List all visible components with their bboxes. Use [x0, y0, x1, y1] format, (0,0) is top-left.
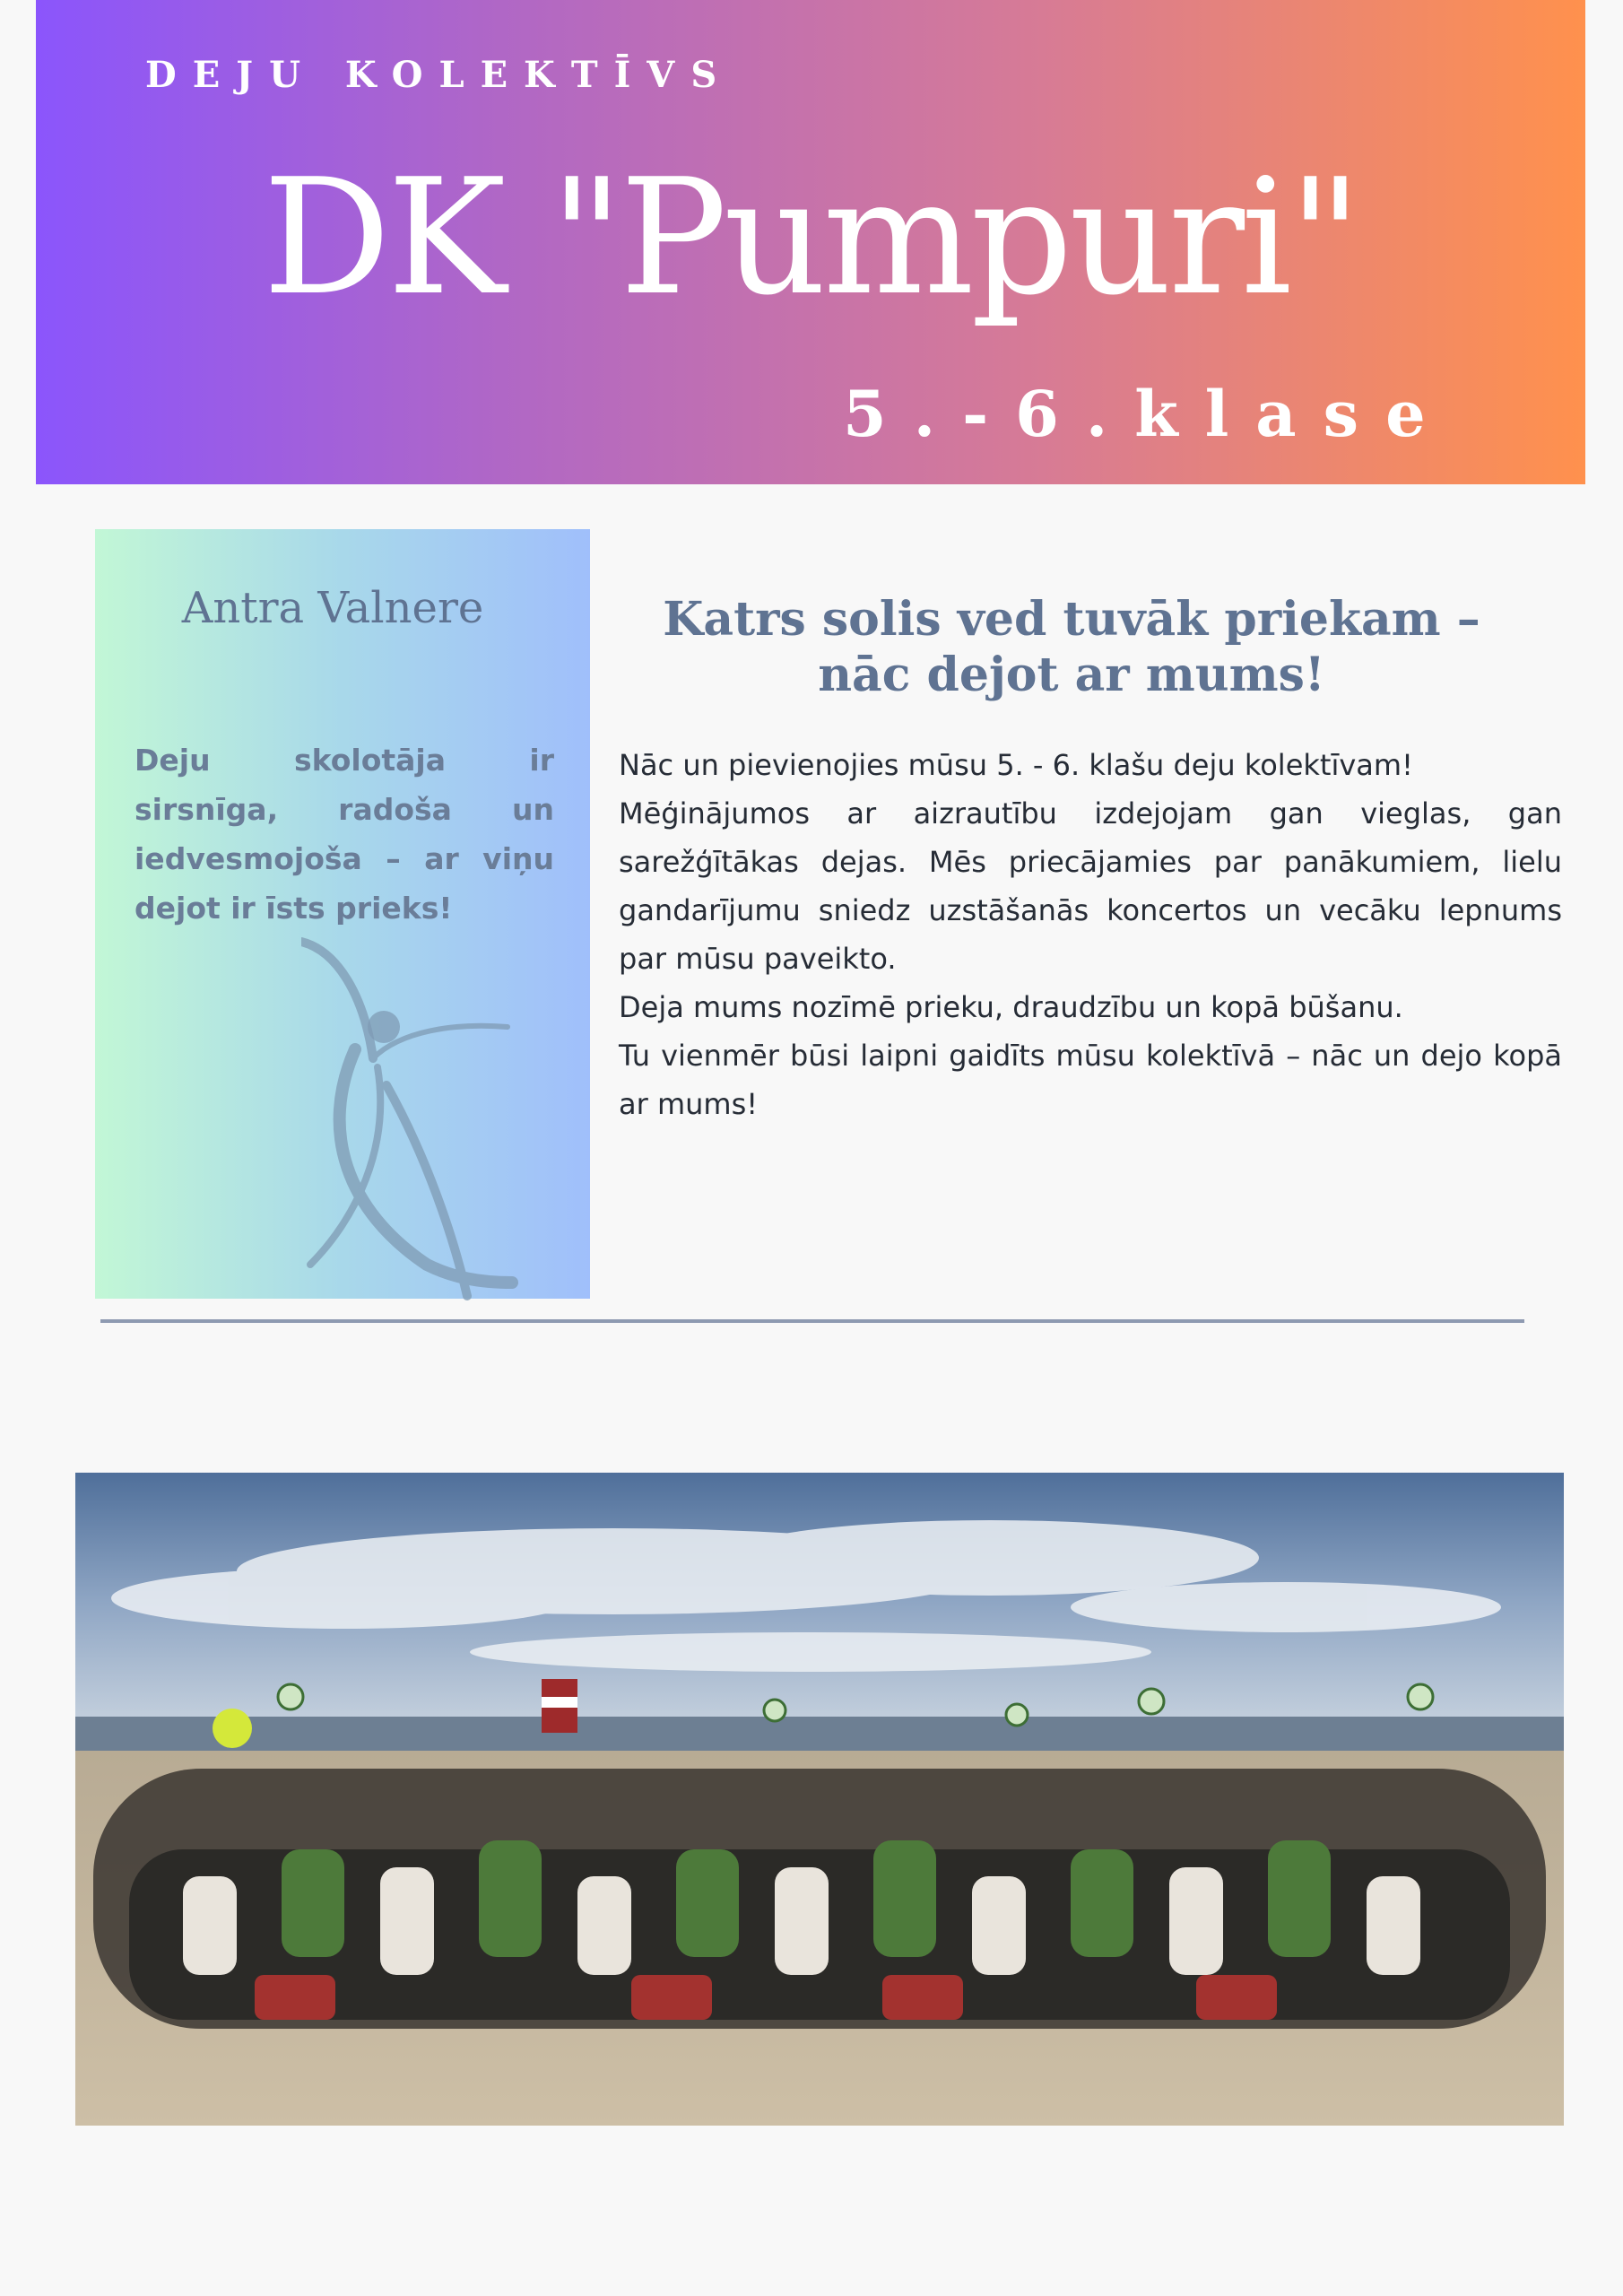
section-divider [100, 1319, 1524, 1323]
paragraph: Tu vienmēr būsi laipni gaidīts mūsu kolektīvā – nāc un dejo kopā ar mums! [619, 1039, 1562, 1121]
teacher-panel [95, 529, 590, 1299]
class-subtitle: 5.-6.klase [843, 377, 1453, 451]
kicker-label: DEJU KOLEKTĪVS [145, 54, 733, 96]
header-banner [36, 0, 1585, 484]
page-title: DK "Pumpuri" [263, 144, 1358, 330]
body-text [619, 741, 1562, 1128]
teacher-description: Deju skolotāja ir sirsnīga, radoša un iedvesmojoša – ar viņu dejot ir īsts prieks! [135, 743, 554, 926]
paragraph: Deja mums nozīmē prieku, draudzību un kopā būšanu. [619, 990, 1403, 1024]
teacher-name: Antra Valnere [181, 583, 484, 633]
group-photo-illustration [75, 1473, 1564, 2126]
paragraph: Nāc un pievienojies mūsu 5. - 6. klašu deju kolektīvam! [619, 748, 1413, 782]
group-photo [75, 1473, 1564, 2126]
headline: Katrs solis ved tuvāk priekam – nāc dejot ar mums! [663, 592, 1480, 702]
dancer-icon [301, 924, 525, 1300]
paragraph: Mēģinājumos ar aizrautību izdejojam gan vieglas, gan sarežģītākas dejas. Mēs priecājamies par panākumiem, lielu gandarījumu sniedz uzstāšanās koncertos un vecāku lepnums par mūsu paveikto. [619, 796, 1562, 976]
